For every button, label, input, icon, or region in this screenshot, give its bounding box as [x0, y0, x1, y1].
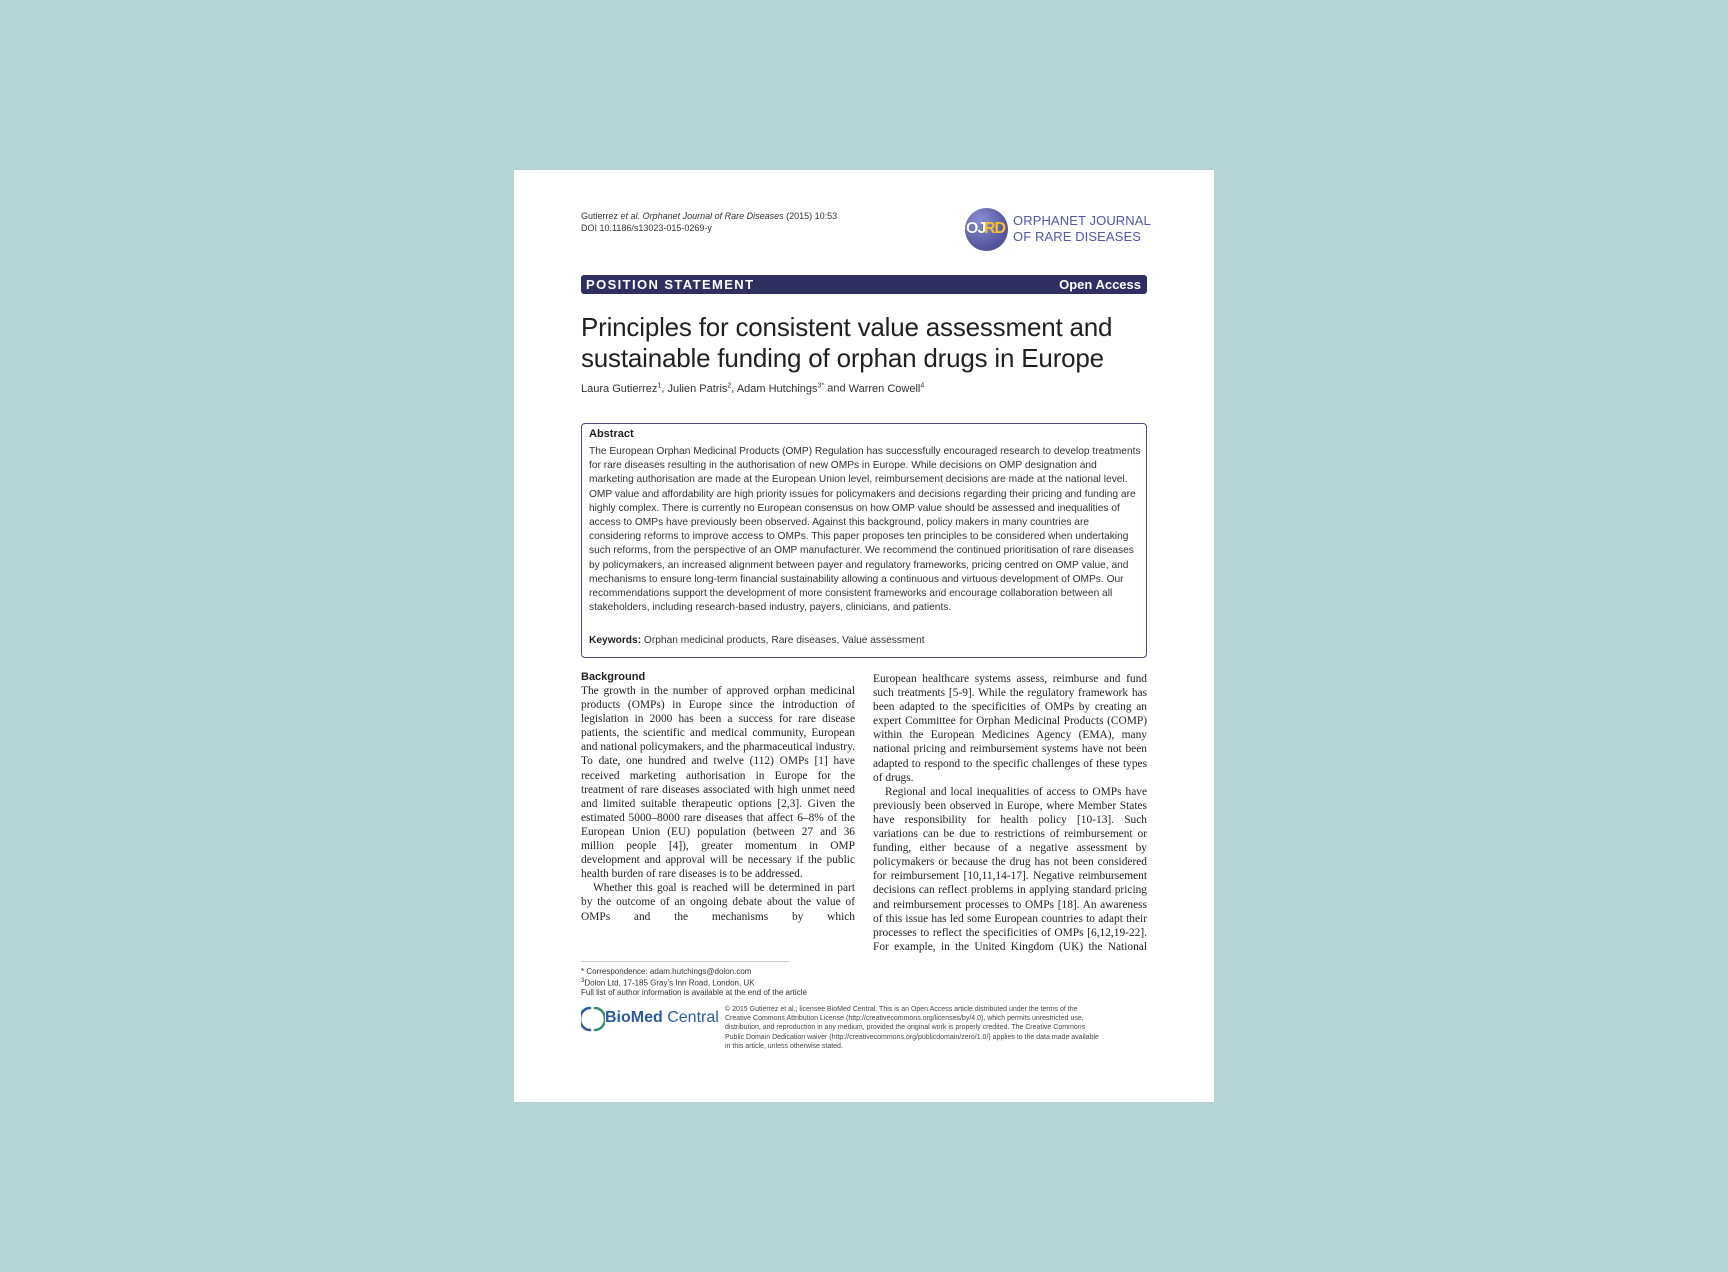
author[interactable]: [667, 383, 731, 395]
keywords-list: Orphan medicinal products, Rare diseases, Value assessment: [641, 635, 925, 646]
journal-name-line2: OF RARE DISEASES: [1013, 229, 1142, 244]
footnote-divider: [581, 961, 789, 962]
author-affiliation-sup: 3*: [817, 382, 825, 389]
article-title: [581, 312, 1147, 374]
section-heading-background: Background: [581, 671, 646, 683]
ojrd-logo-icon: [965, 208, 1008, 251]
body-left-column: [581, 670, 855, 924]
author-separator: ,: [661, 382, 668, 395]
title-line-1: Principles for consistent value assessment and: [581, 312, 1113, 342]
author[interactable]: [849, 383, 925, 395]
citation-header: [581, 210, 837, 234]
keywords-label: Keywords:: [589, 635, 642, 646]
citation-year-volume: (2015) 10:53: [783, 211, 838, 221]
paper-page: [514, 170, 1214, 1102]
author-name: Warren Cowell: [848, 382, 921, 395]
body-paragraph: Regional and local inequalities of access to OMPs have previously been observed in Europe, where Member States have responsibility for health policy [10-13]. Such variations can be due to restrictions of reimbursement or funding, either because of a negative assessment by policymakers or because the drug has not been considered for reimbursement [10,11,14-17]. Negative reimbursement decisions can reflect problems in applying standard pricing and reimbursement processes to OMPs [18]. An awareness of this issue has led some European countries to adapt their processes to reflect the specificities of OMPs [6,12,19-22]. For example, in the United Kingdom (UK) the National: [873, 785, 1147, 953]
abstract-text: The European Orphan Medicinal Products (OMP) Regulation has successfully encouraged research to develop treatments for rare diseases resulting in the authorisation of new OMPs in Europe. While decisions on OMP designation and marketing authorisation are made at the European Union level, reimbursement decisions are made at the national level. OMP value and affordability are high priority issues for policymakers and decisions regarding their pricing and funding are highly complex. There is currently no European consensus on how OMP value should be assessed and inequalities of access to OMPs have previously been observed. Against this background, policy makers in many countries are considering reforms to improve access to OMPs. This paper proposes ten principles to be considered when undertaking such reforms, from the perspective of an OMP manufacturer. We recommend the continued prioritisation of rare diseases by policymakers, an increased alignment between payer and regulatory frameworks, pricing centred on OMP value, and mechanisms to ensure long-term financial sustainability allowing a continuous and virtuous development of OMPs. Our recommendations support the development of more consistent frameworks and encourage collaboration between all stakeholders, including research-based industry, payers, clinicians, and patients.: [589, 446, 1141, 614]
logo-mark-right: RD: [984, 220, 1006, 237]
publisher-name: [605, 1009, 719, 1027]
author-separator: and: [824, 382, 849, 395]
affiliation-sup: 3: [581, 977, 585, 984]
author-separator: ,: [731, 382, 737, 395]
author[interactable]: [737, 383, 824, 395]
journal-name: [1013, 213, 1151, 245]
publisher-name-bold: BioMed: [605, 1009, 663, 1026]
article-type: POSITION STATEMENT: [586, 277, 755, 292]
affiliation-text: Dolon Ltd, 17-185 Gray’s Inn Road, London, UK: [584, 978, 755, 988]
author-name: Adam Hutchings: [736, 382, 818, 395]
publisher-name-rest: Central: [662, 1009, 719, 1026]
affiliation-note: [581, 977, 807, 988]
abstract-box: [581, 423, 1147, 658]
doi[interactable]: DOI 10.1186/s13023-015-0269-y: [581, 223, 712, 233]
author-affiliation-sup: 4: [920, 382, 925, 389]
biomed-arc-icon: [581, 1005, 605, 1033]
journal-logo[interactable]: [965, 208, 1165, 252]
author-affiliation-sup: 2: [727, 382, 732, 389]
journal-name-line1: ORPHANET JOURNAL: [1013, 213, 1151, 228]
body-paragraph: European healthcare systems assess, reimburse and fund such treatments [5-9]. While the regulatory framework has been adapted to the specificities of OMPs by creating an expert Committee for Orphan Medicinal Products (COMP) within the European Medicines Agency (EMA), many national pricing and reimbursement systems have not been adapted to respond to the specific challenges of these types of drugs.: [873, 673, 1147, 784]
author-info-note: Full list of author information is available at the end of the article: [581, 988, 807, 998]
biomed-central-logo[interactable]: [581, 1005, 719, 1033]
license-text: © 2015 Gutierrez et al.; licensee BioMed Central. This is an Open Access article distributed under the terms of the Creative Commons Attribution License (http://creativecommons.org/licenses/by/4.0), which permits unrestricted use, distribution, and reproduction in any medium, provided the original work is properly credited. The Creative Commons Public Domain Dedication waiver (http://creativecommons.org/publicdomain/zero/1.0/) applies to the data made available in this article, unless otherwise stated.: [725, 1006, 1099, 1050]
author-list: [581, 382, 924, 395]
citation-authors: Gutierrez: [581, 211, 619, 221]
footnotes: [581, 967, 807, 998]
keywords: [589, 635, 925, 646]
body-paragraph: The growth in the number of approved orphan medicinal products (OMPs) in Europe since the introduction of legislation in 2000 has been a success for rare disease patients, the scientific and medical community, European and national policymakers, and the pharmaceutical industry. To date, one hundred and twelve (112) OMPs [1] have received marketing authorisation in Europe for the treatment of rare diseases associated with high unmet need and limited suitable therapeutic options [2,3]. Given the estimated 5000–8000 rare diseases that affect 6–8% of the European Union (EU) population (between 27 and 36 million people [4]), greater momentum in OMP development and approval will be necessary if the public health burden of rare diseases is to be addressed.: [581, 685, 855, 881]
author[interactable]: [581, 383, 661, 395]
author-affiliation-sup: 1: [657, 382, 662, 389]
author-name: Laura Gutierrez: [581, 382, 658, 395]
correspondence-note[interactable]: * Correspondence: adam.hutchings@dolon.com: [581, 967, 752, 976]
open-access-label: Open Access: [1059, 277, 1141, 292]
author-name: Julien Patris: [667, 382, 728, 395]
title-line-2: sustainable funding of orphan drugs in Europe: [581, 343, 1104, 373]
body-right-column: [873, 672, 1147, 954]
logo-mark-left: OJ: [966, 220, 986, 237]
citation-line: [581, 210, 837, 222]
article-type-banner: [581, 275, 1147, 294]
citation-etal: et al.: [620, 211, 641, 221]
abstract-heading: Abstract: [589, 428, 634, 440]
body-paragraph: Whether this goal is reached will be determined in part by the outcome of an ongoing debate about the value of OMPs and the mechanisms by which: [581, 882, 855, 923]
citation-journal: Orphanet Journal of Rare Diseases: [642, 211, 784, 221]
